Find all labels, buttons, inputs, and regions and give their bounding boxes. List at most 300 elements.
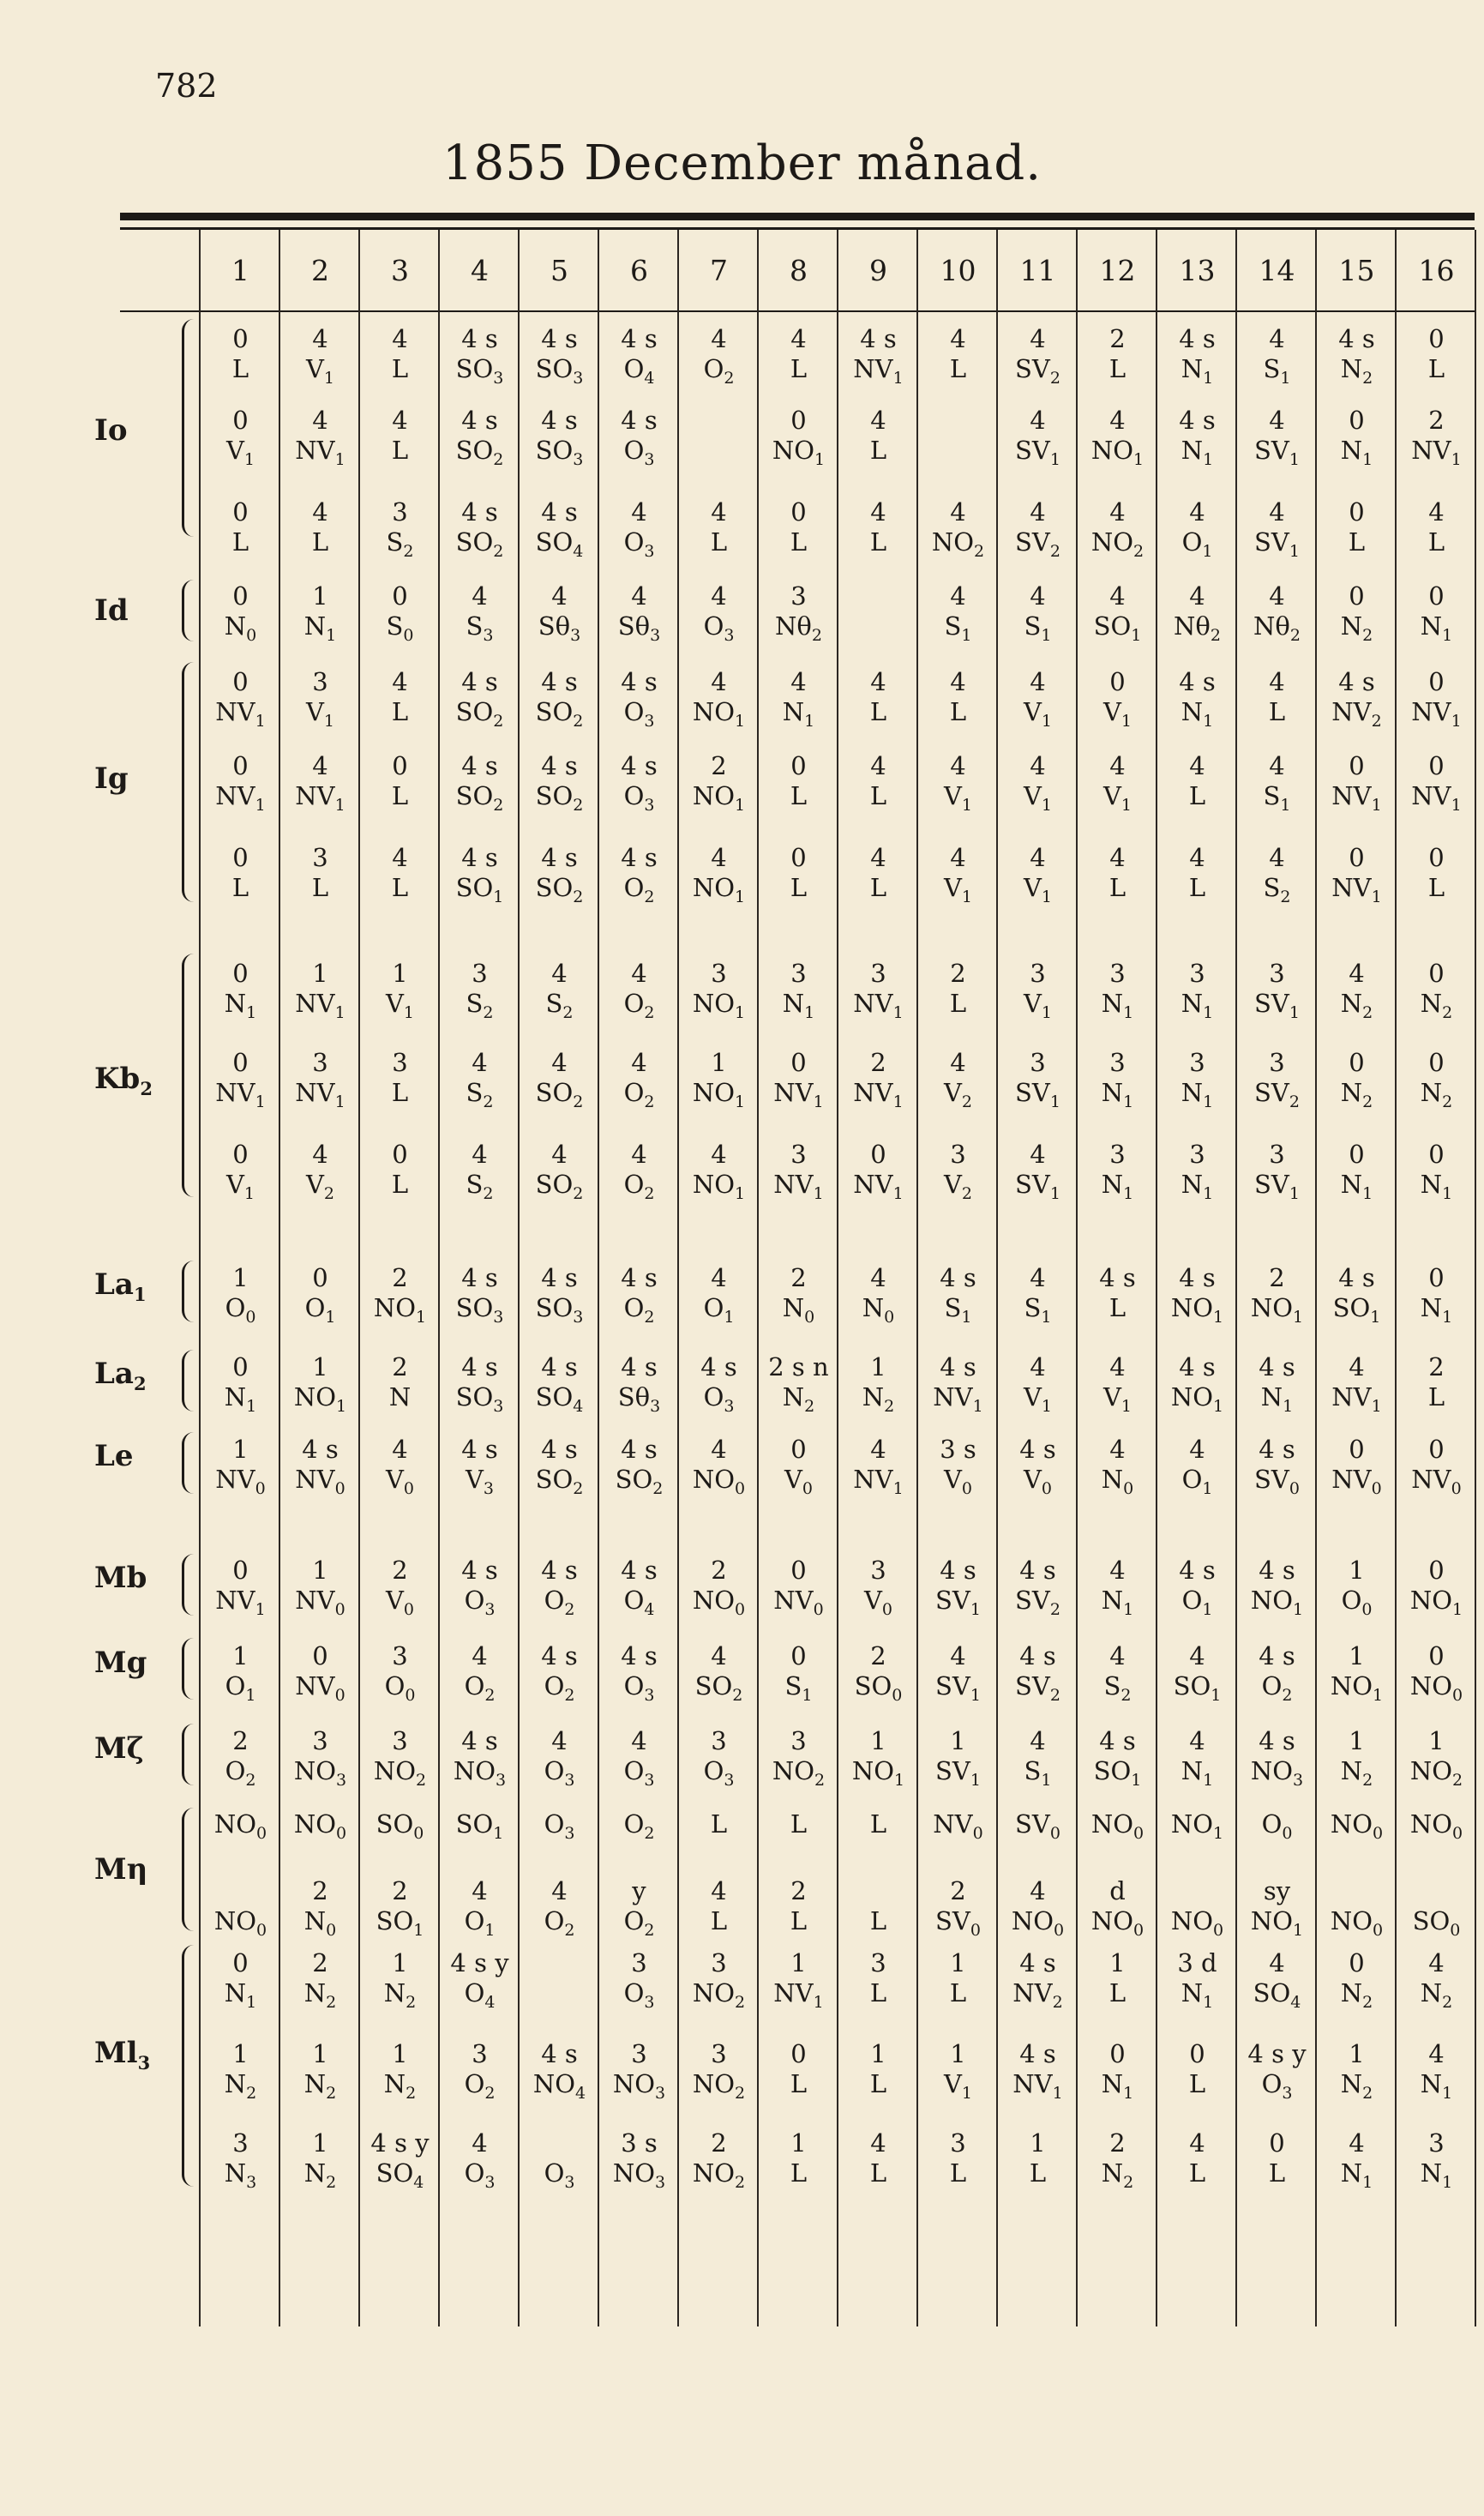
observation-cell bbox=[918, 1641, 998, 1711]
cell-strength: 4 bbox=[1269, 843, 1285, 872]
cell-strength: 4 s bbox=[940, 1263, 976, 1292]
cell-wind: $O_2$ bbox=[703, 354, 735, 388]
cell-wind: L bbox=[790, 1906, 808, 1935]
cell-wind: $N_2$ bbox=[1340, 1978, 1373, 2012]
observation-cell bbox=[1157, 959, 1237, 1028]
cell-strength: 4 bbox=[312, 324, 328, 353]
cell-strength: 4 bbox=[711, 497, 727, 527]
cell-wind: $S_2$ bbox=[1263, 873, 1291, 906]
observation-cell bbox=[679, 1876, 759, 1936]
cell-strength: 1 bbox=[1109, 1948, 1126, 1977]
cell-wind: $N_1$ bbox=[1101, 1078, 1134, 1111]
observation-cell bbox=[1157, 1809, 1237, 1879]
observation-cell bbox=[838, 497, 918, 557]
cell-wind: L bbox=[949, 2158, 967, 2188]
cell-strength: 4 s bbox=[1259, 1435, 1295, 1464]
page-title: 1855 December månad. bbox=[442, 135, 1042, 191]
cell-strength: 1 bbox=[950, 2039, 966, 2068]
cell-wind: $N_1$ bbox=[224, 989, 257, 1022]
observation-cell bbox=[360, 1263, 440, 1333]
observation-cell bbox=[201, 667, 280, 737]
observation-cell bbox=[759, 1140, 838, 1209]
observation-cell bbox=[599, 667, 679, 737]
cell-wind: L bbox=[790, 2158, 808, 2188]
cell-strength: 4 s bbox=[1259, 1641, 1295, 1670]
cell-strength: 4 bbox=[1189, 581, 1205, 611]
observation-cell bbox=[520, 2039, 599, 2109]
cell-strength: 4 bbox=[1109, 1352, 1126, 1381]
observation-cell bbox=[1397, 959, 1476, 1028]
cell-strength: 3 bbox=[1189, 959, 1205, 988]
group-brace bbox=[182, 580, 198, 641]
cell-wind: $N_3$ bbox=[224, 2158, 257, 2192]
cell-strength: 1 bbox=[312, 1352, 328, 1381]
observation-cell bbox=[759, 751, 838, 811]
observation-cell bbox=[440, 1048, 520, 1117]
cell-strength: 4 bbox=[1269, 1948, 1285, 1977]
cell-strength: 4 bbox=[711, 1435, 727, 1464]
cell-wind: $N_1$ bbox=[1420, 1293, 1453, 1327]
observation-cell bbox=[440, 843, 520, 912]
cell-wind: $SO_3$ bbox=[535, 436, 584, 469]
cell-wind: $V_0$ bbox=[784, 1465, 814, 1498]
column-header: 8 bbox=[790, 254, 808, 287]
cell-strength: 4 bbox=[1030, 406, 1046, 435]
cell-strength: 2 bbox=[392, 1556, 408, 1585]
observation-cell bbox=[759, 959, 838, 1028]
observation-cell bbox=[280, 843, 360, 903]
observation-cell bbox=[759, 667, 838, 737]
column-header: 14 bbox=[1259, 254, 1295, 287]
observation-cell bbox=[599, 1556, 679, 1625]
cell-wind: L bbox=[869, 2158, 887, 2188]
cell-wind: L bbox=[790, 2069, 808, 2098]
cell-wind: $NO_2$ bbox=[931, 527, 985, 561]
cell-wind: $NO_0$ bbox=[1170, 1906, 1224, 1940]
cell-strength: 4 s bbox=[1179, 324, 1216, 353]
observation-cell bbox=[838, 1948, 918, 2008]
cell-wind: L bbox=[1188, 781, 1206, 810]
observation-cell bbox=[520, 667, 599, 737]
cell-strength: $NO_0$ bbox=[1330, 1809, 1384, 1843]
observation-cell bbox=[1397, 1263, 1476, 1333]
cell-strength: 3 bbox=[711, 1726, 727, 1755]
cell-strength: 4 bbox=[950, 843, 966, 872]
cell-wind: $V_1$ bbox=[1102, 781, 1133, 815]
observation-cell bbox=[1237, 1641, 1317, 1711]
cell-wind: $NO_1$ bbox=[692, 873, 746, 906]
observation-cell bbox=[360, 1435, 440, 1504]
observation-cell bbox=[759, 2128, 838, 2188]
cell-wind: $NO_3$ bbox=[612, 2158, 666, 2192]
cell-wind: $NO_1$ bbox=[373, 1293, 427, 1327]
cell-wind: L bbox=[391, 781, 409, 810]
cell-strength bbox=[201, 1876, 280, 1906]
observation-cell bbox=[759, 1641, 838, 1711]
cell-wind bbox=[360, 1849, 440, 1879]
cell-wind: $V_1$ bbox=[1023, 873, 1053, 906]
observation-cell bbox=[759, 1726, 838, 1796]
observation-cell bbox=[520, 843, 599, 912]
cell-wind: $NV_1$ bbox=[853, 1170, 904, 1203]
observation-cell bbox=[520, 581, 599, 651]
cell-strength: $SO_1$ bbox=[455, 1809, 504, 1843]
cell-strength: 0 bbox=[790, 751, 807, 780]
cell-strength: 4 s bbox=[1259, 1556, 1295, 1585]
observation-cell bbox=[440, 667, 520, 737]
cell-wind: $O_2$ bbox=[544, 1671, 575, 1705]
observation-cell bbox=[918, 667, 998, 727]
observation-cell bbox=[201, 1809, 280, 1879]
observation-cell bbox=[520, 751, 599, 821]
cell-strength: 0 bbox=[232, 843, 249, 872]
observation-cell bbox=[679, 1809, 759, 1869]
cell-wind: $O_3$ bbox=[464, 1586, 496, 1619]
cell-wind: $N_1$ bbox=[224, 1382, 257, 1416]
observation-cell bbox=[520, 1876, 599, 1946]
observation-cell bbox=[201, 1140, 280, 1209]
observation-cell bbox=[1237, 751, 1317, 821]
observation-cell bbox=[759, 406, 838, 475]
observation-cell bbox=[201, 1726, 280, 1796]
cell-wind: $V_1$ bbox=[305, 697, 335, 731]
cell-strength: 4 s bbox=[700, 1352, 737, 1381]
cell-wind: $SO_1$ bbox=[1332, 1293, 1381, 1327]
cell-wind: $S_2$ bbox=[466, 1078, 494, 1111]
cell-strength: 1 bbox=[392, 959, 408, 988]
cell-wind: $NV_1$ bbox=[295, 1078, 345, 1111]
cell-wind: $NV_1$ bbox=[1411, 436, 1462, 469]
station-label: $La_2$ bbox=[94, 1357, 147, 1394]
cell-strength bbox=[1397, 1876, 1476, 1906]
observation-cell bbox=[599, 2128, 679, 2198]
observation-cell bbox=[440, 1352, 520, 1422]
observation-cell bbox=[1078, 1140, 1157, 1209]
observation-cell bbox=[360, 1641, 440, 1711]
cell-strength: 1 bbox=[232, 1263, 249, 1292]
observation-cell bbox=[1317, 1048, 1397, 1117]
cell-strength: 3 bbox=[312, 667, 328, 696]
cell-strength bbox=[520, 1948, 599, 1978]
cell-wind: $SO_1$ bbox=[1093, 1756, 1142, 1790]
cell-strength: 4 s bbox=[461, 1556, 498, 1585]
observation-cell bbox=[440, 1809, 520, 1879]
cell-strength: 3 bbox=[711, 2039, 727, 2068]
observation-cell bbox=[998, 843, 1078, 912]
observation-cell bbox=[1397, 1726, 1476, 1796]
observation-cell bbox=[1157, 667, 1237, 737]
station-label: Mζ bbox=[94, 1731, 144, 1766]
cell-strength: 0 bbox=[1428, 581, 1445, 611]
cell-wind: $NV_0$ bbox=[295, 1671, 345, 1705]
observation-cell bbox=[520, 1641, 599, 1711]
cell-strength: 4 s bbox=[461, 751, 498, 780]
observation-cell bbox=[1157, 843, 1237, 903]
cell-wind: $NV_1$ bbox=[1411, 697, 1462, 731]
cell-strength: 4 s bbox=[940, 1556, 976, 1585]
group-brace bbox=[182, 954, 198, 1197]
cell-strength: 1 bbox=[1349, 2039, 1365, 2068]
cell-wind bbox=[1397, 1849, 1476, 1879]
observation-cell bbox=[998, 1048, 1078, 1117]
group-brace bbox=[182, 1945, 198, 2187]
observation-cell bbox=[1237, 1140, 1317, 1209]
cell-wind: $O_0$ bbox=[225, 1293, 256, 1327]
cell-wind: $O_2$ bbox=[623, 873, 655, 906]
observation-cell bbox=[998, 1263, 1078, 1333]
cell-wind: $NV_1$ bbox=[1012, 2069, 1063, 2103]
cell-strength: 4 s bbox=[1179, 667, 1216, 696]
cell-strength: 4 bbox=[551, 1726, 568, 1755]
observation-cell bbox=[201, 1352, 280, 1422]
cell-wind: $O_2$ bbox=[623, 1906, 655, 1940]
cell-wind: $N_1$ bbox=[1181, 354, 1214, 388]
cell-wind: $SO_2$ bbox=[615, 1465, 664, 1498]
observation-cell bbox=[440, 1876, 520, 1946]
cell-strength: 3 bbox=[1109, 1048, 1126, 1077]
cell-wind: $N_1$ bbox=[1340, 1170, 1373, 1203]
cell-wind: L bbox=[231, 354, 249, 383]
cell-wind: $NO_0$ bbox=[1330, 1906, 1384, 1940]
cell-strength: 4 bbox=[1109, 1435, 1126, 1464]
observation-cell bbox=[280, 1435, 360, 1504]
cell-strength: 4 s bbox=[621, 667, 658, 696]
cell-wind: $SO_2$ bbox=[535, 873, 584, 906]
cell-strength: d bbox=[1109, 1876, 1126, 1905]
observation-cell bbox=[280, 1948, 360, 2018]
cell-strength: 4 bbox=[870, 667, 886, 696]
observation-cell bbox=[440, 2039, 520, 2109]
observation-cell bbox=[1317, 1352, 1397, 1422]
cell-wind: $N_2$ bbox=[1420, 989, 1453, 1022]
cell-wind: $NO_1$ bbox=[1409, 1586, 1463, 1619]
cell-wind: $N_0$ bbox=[224, 611, 257, 645]
cell-strength: 1 bbox=[790, 1948, 807, 1977]
cell-strength: 4 bbox=[631, 497, 647, 527]
cell-strength: 2 bbox=[312, 1948, 328, 1977]
cell-wind: $NV_1$ bbox=[215, 697, 266, 731]
cell-strength: 0 bbox=[392, 1140, 408, 1169]
cell-wind: L bbox=[1427, 527, 1445, 557]
cell-wind: $V_1$ bbox=[305, 354, 335, 388]
cell-wind: $O_1$ bbox=[225, 1671, 256, 1705]
cell-wind: $S_0$ bbox=[386, 611, 414, 645]
cell-wind: $O_3$ bbox=[703, 1382, 735, 1416]
cell-strength: 0 bbox=[232, 581, 249, 611]
cell-wind: L bbox=[391, 1078, 409, 1107]
cell-strength: 4 s bbox=[1019, 1948, 1056, 1977]
cell-wind: $S_1$ bbox=[1263, 354, 1291, 388]
cell-wind: $N_1$ bbox=[1420, 611, 1453, 645]
cell-wind: $NO_0$ bbox=[692, 1465, 746, 1498]
cell-strength: 0 bbox=[1428, 324, 1445, 353]
observation-cell bbox=[1078, 1876, 1157, 1946]
cell-strength: 0 bbox=[1349, 1140, 1365, 1169]
observation-cell bbox=[1397, 2039, 1476, 2109]
cell-wind: $SO_0$ bbox=[854, 1671, 903, 1705]
cell-strength: 3 bbox=[1030, 1048, 1046, 1077]
observation-cell bbox=[1317, 2128, 1397, 2198]
cell-wind: L bbox=[1188, 873, 1206, 902]
observation-cell bbox=[1237, 959, 1317, 1028]
cell-strength: 4 bbox=[1269, 497, 1285, 527]
observation-cell bbox=[1078, 1641, 1157, 1711]
cell-strength: 0 bbox=[870, 1140, 886, 1169]
station-label: $Kb_2$ bbox=[94, 1062, 153, 1099]
cell-wind: $N_1$ bbox=[1260, 1382, 1294, 1416]
observation-cell bbox=[918, 1876, 998, 1946]
cell-strength: 3 bbox=[631, 1948, 647, 1977]
observation-cell bbox=[1237, 843, 1317, 912]
observation-cell bbox=[280, 581, 360, 651]
observation-cell bbox=[838, 1263, 918, 1333]
cell-wind: $N_1$ bbox=[1181, 989, 1214, 1022]
cell-wind: $V_1$ bbox=[1023, 697, 1053, 731]
cell-wind: L bbox=[869, 436, 887, 465]
cell-wind: $NV_2$ bbox=[1331, 697, 1382, 731]
observation-cell bbox=[918, 324, 998, 384]
cell-wind: $N_2$ bbox=[303, 2158, 337, 2192]
cell-strength: 4 s bbox=[1338, 324, 1375, 353]
observation-cell bbox=[838, 843, 918, 903]
station-label: Mg bbox=[94, 1646, 147, 1680]
cell-wind: $V_2$ bbox=[943, 1078, 973, 1111]
cell-wind: $NO_1$ bbox=[851, 1756, 905, 1790]
cell-strength: 4 bbox=[1349, 959, 1365, 988]
cell-strength: 4 bbox=[870, 1435, 886, 1464]
observation-cell bbox=[759, 324, 838, 384]
cell-strength: 0 bbox=[1428, 1263, 1445, 1292]
observation-cell bbox=[759, 1263, 838, 1333]
cell-wind: L bbox=[1108, 1293, 1127, 1322]
cell-wind: L bbox=[1029, 2158, 1047, 2188]
observation-cell bbox=[918, 497, 998, 567]
cell-wind: $NO_0$ bbox=[692, 1586, 746, 1619]
observation-cell bbox=[918, 959, 998, 1019]
cell-wind: $N_1$ bbox=[1340, 2158, 1373, 2192]
cell-strength: 2 bbox=[312, 1876, 328, 1905]
cell-strength: 4 bbox=[472, 1641, 488, 1670]
cell-strength: 4 s bbox=[541, 324, 578, 353]
cell-strength: 4 bbox=[1109, 1556, 1126, 1585]
cell-wind: $N_1$ bbox=[224, 1978, 257, 2012]
observation-cell bbox=[1157, 1048, 1237, 1117]
cell-wind: $V_1$ bbox=[1023, 989, 1053, 1022]
cell-strength: 4 s bbox=[541, 497, 578, 527]
observation-cell bbox=[1397, 406, 1476, 475]
observation-cell bbox=[679, 1556, 759, 1625]
cell-strength: 4 s bbox=[940, 1352, 976, 1381]
cell-strength: 4 bbox=[312, 406, 328, 435]
observation-cell bbox=[1237, 1809, 1317, 1879]
cell-wind: $S\theta_3$ bbox=[538, 611, 581, 645]
cell-strength: 1 bbox=[232, 1435, 249, 1464]
observation-cell bbox=[440, 1140, 520, 1209]
observation-cell bbox=[679, 959, 759, 1028]
observation-cell bbox=[360, 1726, 440, 1796]
observation-cell bbox=[360, 1556, 440, 1625]
cell-strength: 3 bbox=[870, 1948, 886, 1977]
cell-wind: L bbox=[231, 527, 249, 557]
cell-wind: $S_1$ bbox=[1263, 781, 1291, 815]
cell-strength: $O_0$ bbox=[1261, 1809, 1293, 1843]
observation-cell bbox=[1237, 1556, 1317, 1625]
cell-wind: $SO_3$ bbox=[535, 354, 584, 388]
cell-strength: 0 bbox=[1428, 1641, 1445, 1670]
cell-wind: $NV_1$ bbox=[1411, 781, 1462, 815]
cell-strength: 4 bbox=[870, 406, 886, 435]
cell-wind bbox=[838, 1839, 918, 1869]
cell-strength: 4 s bbox=[621, 1263, 658, 1292]
observation-cell bbox=[201, 2039, 280, 2109]
group-brace bbox=[182, 662, 198, 902]
cell-strength: 4 s bbox=[461, 1352, 498, 1381]
cell-wind: $NO_0$ bbox=[1090, 1906, 1145, 1940]
observation-cell bbox=[1397, 667, 1476, 737]
cell-strength: 2 bbox=[1428, 406, 1445, 435]
cell-wind: $O_2$ bbox=[544, 1586, 575, 1619]
observation-cell bbox=[1317, 959, 1397, 1028]
observation-cell bbox=[520, 497, 599, 567]
observation-cell bbox=[998, 581, 1078, 651]
cell-wind: $N_2$ bbox=[1340, 989, 1373, 1022]
cell-wind: $N_0$ bbox=[303, 1906, 337, 1940]
cell-strength: 3 bbox=[392, 1641, 408, 1670]
cell-wind: $S_2$ bbox=[386, 527, 414, 561]
cell-wind: $SV_1$ bbox=[1015, 1078, 1060, 1111]
observation-cell bbox=[1237, 1048, 1317, 1117]
station-label: Mb bbox=[94, 1561, 147, 1595]
cell-strength: 3 bbox=[1189, 1048, 1205, 1077]
group-brace bbox=[182, 1261, 198, 1322]
cell-strength bbox=[520, 2128, 599, 2158]
cell-strength: 4 bbox=[950, 1641, 966, 1670]
cell-strength: 3 bbox=[1109, 959, 1126, 988]
cell-strength: $NO_1$ bbox=[1170, 1809, 1224, 1843]
cell-wind: $S_1$ bbox=[1024, 611, 1052, 645]
station-label: Ig bbox=[94, 761, 129, 796]
cell-wind: $N_1$ bbox=[1181, 1978, 1214, 2012]
cell-wind: $NO_2$ bbox=[373, 1756, 427, 1790]
observation-cell bbox=[360, 1948, 440, 2018]
cell-strength: 0 bbox=[1428, 667, 1445, 696]
observation-cell bbox=[440, 324, 520, 394]
cell-strength: 4 bbox=[472, 2128, 488, 2158]
observation-cell bbox=[679, 581, 759, 651]
cell-strength: 4 bbox=[870, 751, 886, 780]
cell-wind: $NO_1$ bbox=[692, 989, 746, 1022]
cell-strength: 4 s bbox=[1019, 1435, 1056, 1464]
cell-strength: 3 bbox=[1269, 1048, 1285, 1077]
cell-strength: 4 bbox=[1109, 581, 1126, 611]
cell-wind: $O_3$ bbox=[703, 1756, 735, 1790]
cell-strength: 4 s bbox=[860, 324, 897, 353]
cell-strength: 2 bbox=[1269, 1263, 1285, 1292]
observation-cell bbox=[520, 959, 599, 1028]
observation-cell bbox=[201, 1263, 280, 1333]
cell-wind: $NO_1$ bbox=[692, 1078, 746, 1111]
cell-strength bbox=[918, 406, 998, 436]
observation-cell bbox=[1078, 843, 1157, 903]
cell-strength: 4 bbox=[1428, 1948, 1445, 1977]
cell-strength bbox=[1157, 1876, 1237, 1906]
observation-cell bbox=[1157, 1641, 1237, 1711]
cell-strength: 3 bbox=[392, 1726, 408, 1755]
observation-cell bbox=[1237, 667, 1317, 727]
observation-cell bbox=[280, 1809, 360, 1879]
observation-cell bbox=[998, 1641, 1078, 1711]
cell-wind bbox=[1157, 1849, 1237, 1879]
